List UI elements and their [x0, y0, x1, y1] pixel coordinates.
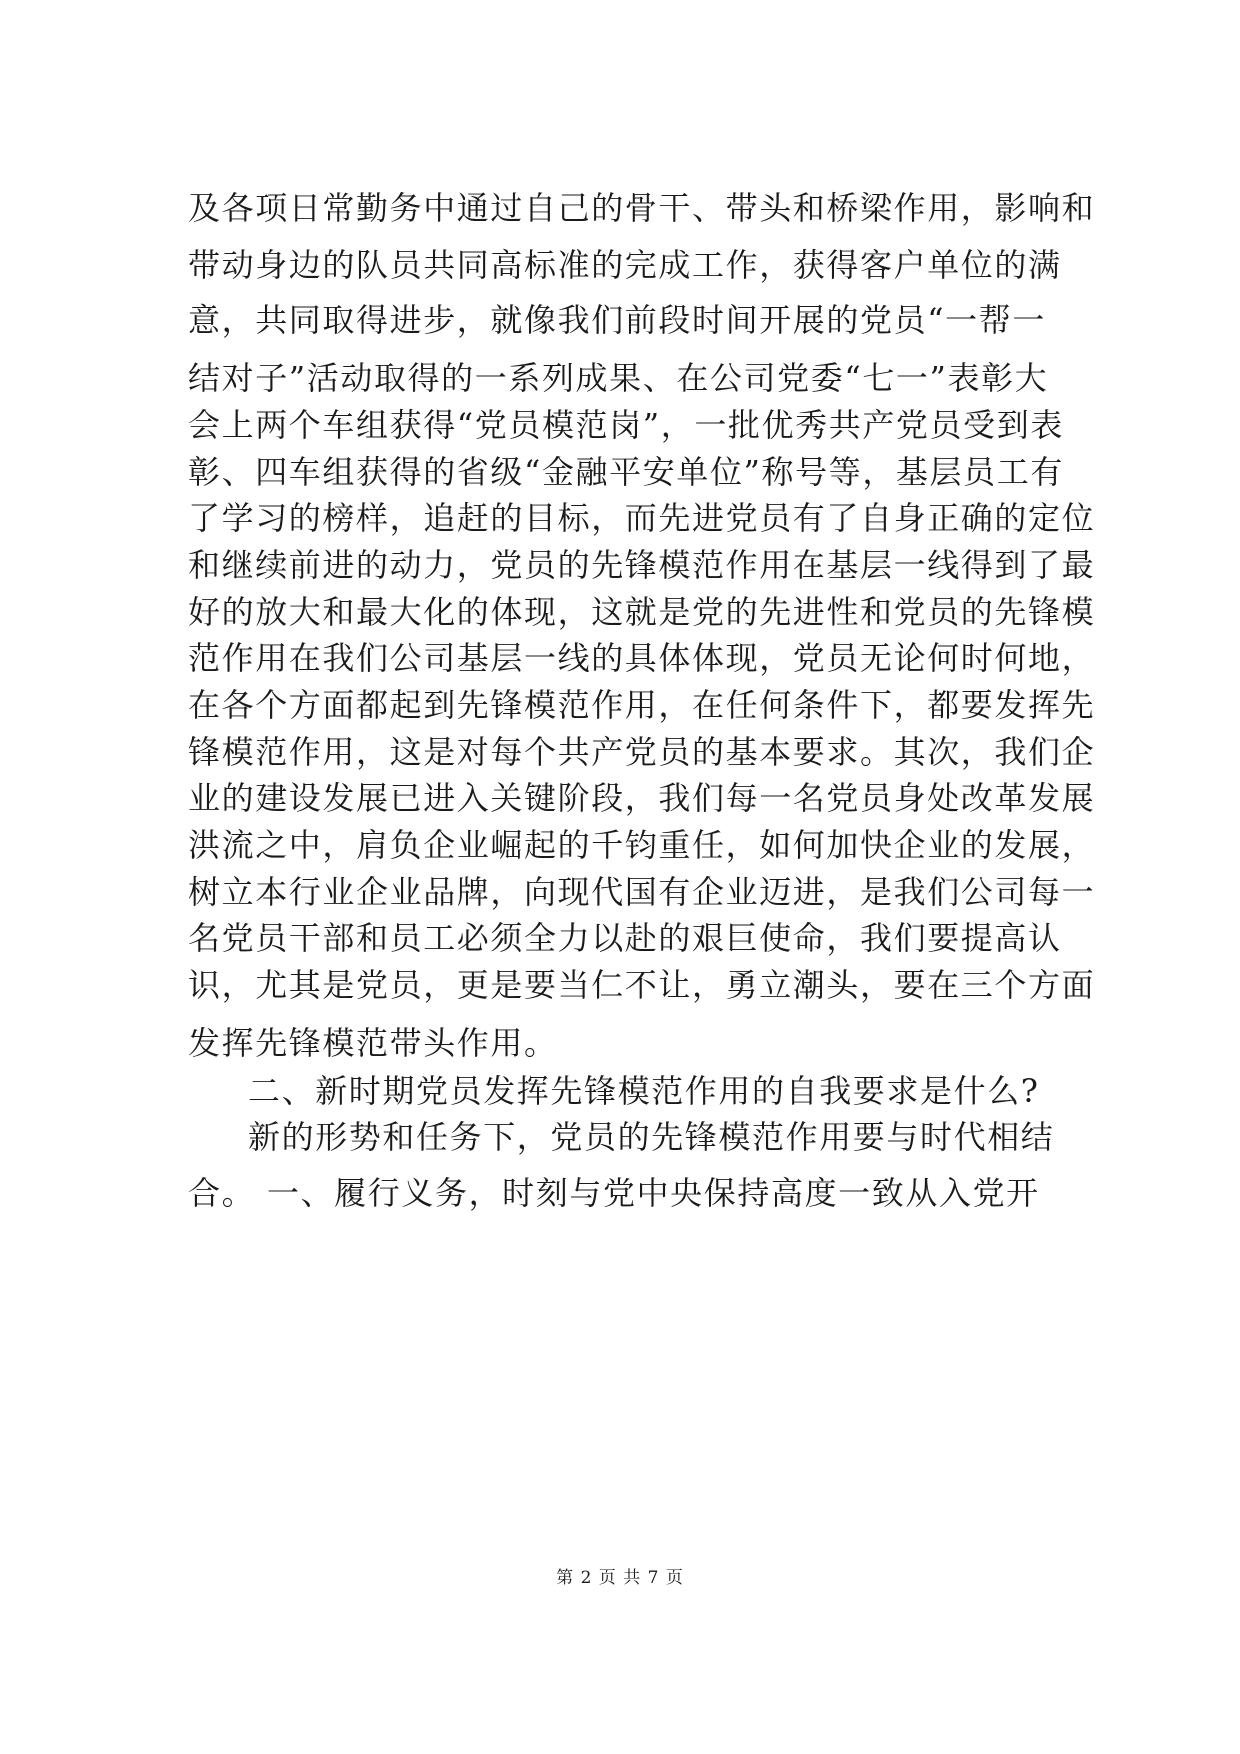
body-text-line: 带动身边的队员共同高标准的完成工作，获得客户单位的满 — [188, 246, 1062, 284]
body-text-line: 好的放大和最大化的体现，这就是党的先进性和党员的先锋模 — [188, 593, 1096, 631]
body-text-line: 锋模范作用，这是对每个共产党员的基本要求。其次，我们企 — [188, 733, 1096, 771]
paragraph-first-line: 新的形势和任务下，党员的先锋模范作用要与时代相结 — [248, 1118, 1055, 1156]
body-text-line: 结对子”活动取得的一系列成果、在公司党委“七一”表彰大 — [188, 359, 1049, 397]
page-number-footer: 第 2 页 共 7 页 — [556, 1568, 684, 1588]
body-text-line: 意，共同取得进步，就像我们前段时间开展的党员“一帮一 — [188, 301, 1046, 339]
body-text-line: 合。 一、履行义务，时刻与党中央保持高度一致从入党开 — [188, 1174, 1040, 1212]
body-text-line: 业的建设发展已进入关键阶段，我们每一名党员身处改革发展 — [188, 779, 1096, 817]
body-text-line: 彰、四车组获得的省级“金融平安单位”称号等，基层员工有 — [188, 453, 1064, 491]
body-text-line: 洪流之中，肩负企业崛起的千钧重任，如何加快企业的发展， — [188, 826, 1096, 864]
body-text-line: 发挥先锋模范带头作用。 — [188, 1024, 558, 1062]
body-text-line: 在各个方面都起到先锋模范作用，在任何条件下，都要发挥先 — [188, 686, 1096, 724]
body-text-line: 范作用在我们公司基层一线的具体体现，党员无论何时何地， — [188, 639, 1096, 677]
body-text-line: 了学习的榜样，追赶的目标，而先进党员有了自身正确的定位 — [188, 499, 1096, 537]
body-text-line: 和继续前进的动力，党员的先锋模范作用在基层一线得到了最 — [188, 546, 1096, 584]
body-text-line: 及各项日常勤务中通过自己的骨干、带头和桥梁作用，影响和 — [188, 189, 1096, 227]
body-text-line: 会上两个车组获得“党员模范岗”，一批优秀共产党员受到表 — [188, 406, 1064, 444]
body-text-line: 名党员干部和员工必须全力以赴的艰巨使命，我们要提高认 — [188, 919, 1062, 957]
body-text-line: 识，尤其是党员，更是要当仁不让，勇立潮头，要在三个方面 — [188, 966, 1096, 1004]
body-text-line: 树立本行业企业品牌，向现代国有企业迈进，是我们公司每一 — [188, 873, 1096, 911]
section-heading: 二、新时期党员发挥先锋模范作用的自我要求是什么? — [248, 1072, 1040, 1110]
